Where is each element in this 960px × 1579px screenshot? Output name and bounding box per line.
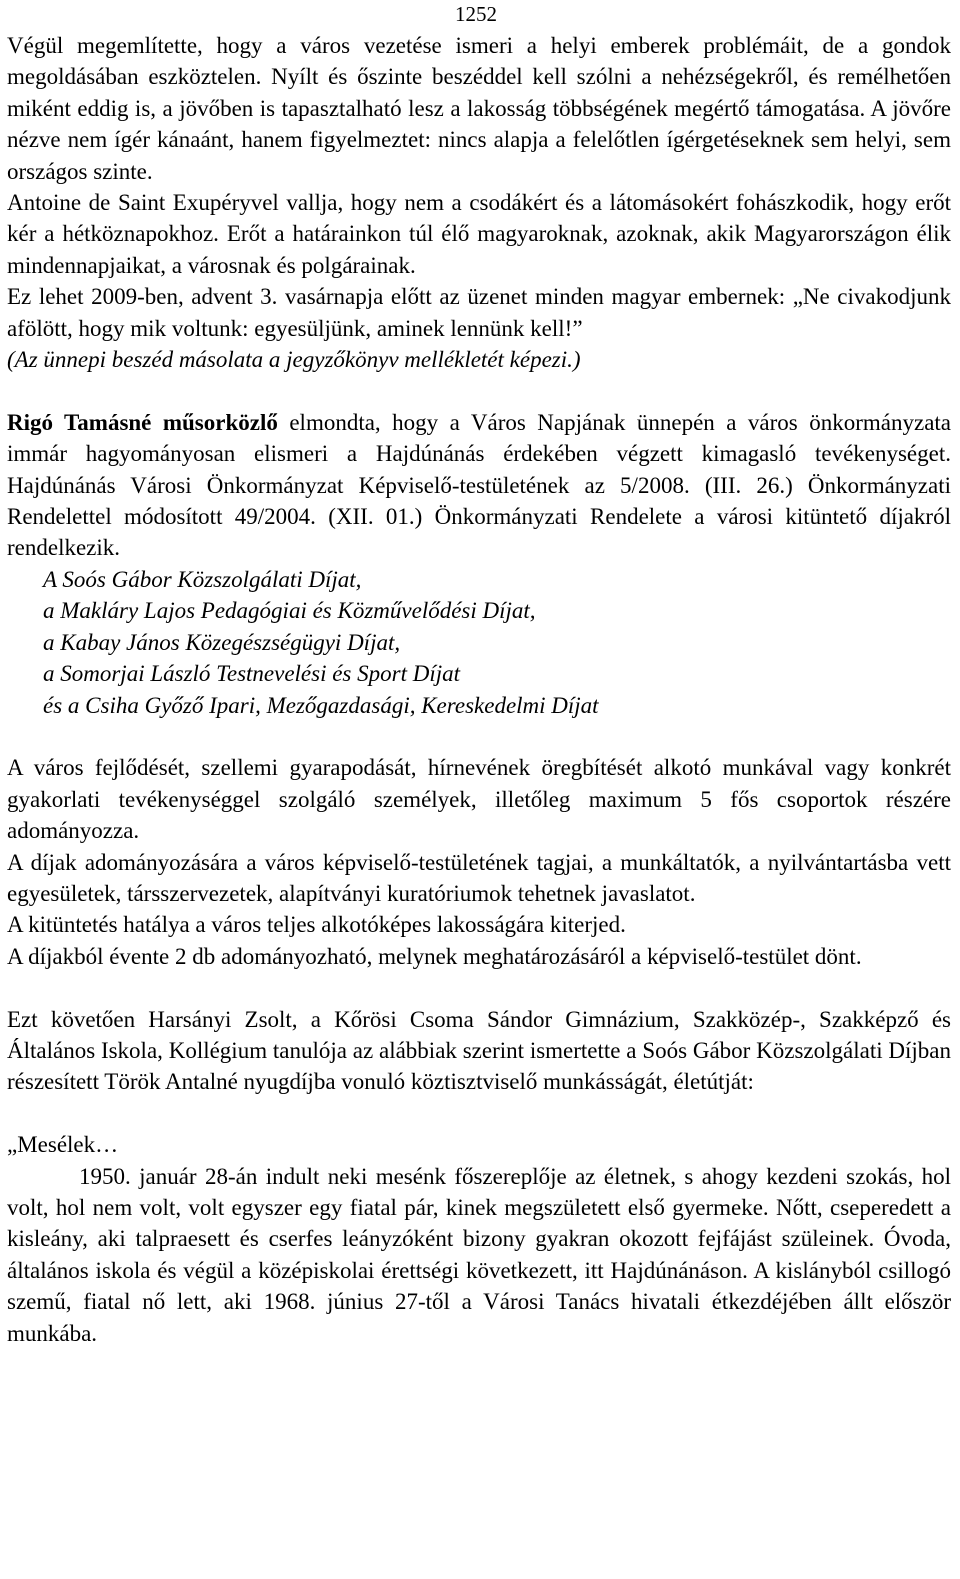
- paragraph: A díjak adományozására a város képviselő-testületének tagjai, a munkáltatók, a nyilvántartásba vett egyesületek, társszervezetek, alapítványi kuratóriumok tehetnek javaslatot.: [7, 849, 951, 906]
- award-item: a Kabay János Közegészségügyi Díjat,: [43, 629, 401, 655]
- page-number: 1252: [455, 2, 497, 26]
- document-body: [7, 30, 951, 1349]
- paragraph: A kitüntetés hatálya a város teljes alkotóképes lakosságára kiterjed.: [7, 912, 626, 938]
- spacer: [7, 375, 951, 406]
- award-item: a Makláry Lajos Pedagógiai és Közművelődési Díjat,: [43, 598, 536, 624]
- paragraph: Végül megemlítette, hogy a város vezetése ismeri a helyi emberek problémáit, de a gondok megoldásában eszköztelen. Nyílt és őszinte beszéddel kell szólni a nehézségekről, és remélhetően miként eddig is, a jövőben is tapasztalható lesz a lakosság többségének megértő támogatása. A jövőre nézve nem ígér kánaánt, hanem figyelmeztet: nincs alapja a felelőtlen ígérgetéseknek sem helyi, sem országos szinte.: [7, 33, 951, 184]
- spacer: [7, 721, 951, 752]
- paragraph: Antoine de Saint Exupéryvel vallja, hogy nem a csodákért és a látomásokért fohászkodik, hogy erőt kér a hétköznapokhoz. Erőt a határainkon túl élő magyaroknak, azoknak, akik Magyarországon élik mindennapjaikat, a városnak és polgárainak.: [7, 190, 951, 278]
- story-title: „Mesélek…: [7, 1132, 119, 1158]
- attachment-note: (Az ünnepi beszéd másolata a jegyzőkönyv mellékletét képezi.): [7, 347, 581, 373]
- award-item: és a Csiha Győző Ipari, Mezőgazdasági, Kereskedelmi Díjat: [43, 692, 599, 718]
- award-item: A Soós Gábor Közszolgálati Díjat,: [43, 566, 362, 592]
- paragraph-text: elmondta, hogy a Város Napjának ünnepén a város önkormányzata immár hagyományosan elismeri a Hajdúnánás érdekében végzett kimagasló tevékenységet. Hajdúnánás Városi Önkormányzat Képviselő-testületének az 5/2008. (III. 26.) Önkormányzati Rendelettel módosított 49/2004. (XII. 01.) Önkormányzati Rendelete a városi kitüntető díjakról rendelkezik.: [7, 409, 951, 561]
- award-item: a Somorjai László Testnevelési és Sport Díjat: [43, 661, 460, 687]
- paragraph: A város fejlődését, szellemi gyarapodását, hírnevének öregbítését alkotó munkával vagy konkrét gyakorlati tevékenységgel szolgáló személyek, illetőleg maximum 5 fős csoportok részére adományozza.: [7, 755, 951, 844]
- paragraph: Ez lehet 2009-ben, advent 3. vasárnapja előtt az üzenet minden magyar embernek: „Ne civakodjunk afölött, hogy mik voltunk: egyesüljünk, aminek lennünk kell!”: [7, 284, 951, 341]
- paragraph: Ezt követően Harsányi Zsolt, a Kőrösi Csoma Sándor Gimnázium, Szakközép-, Szakképző és Általános Iskola, Kollégium tanulója az alábbiak szerint ismertette a Soós Gábor Közszolgálati Díjban részesített Török Antalné nyugdíjba vonuló köztisztviselő munkásságát, életútját:: [7, 1006, 951, 1095]
- paragraph-text: 1950. január 28-án indult neki mesénk főszereplője az életnek, s ahogy kezdeni szokás, hol volt, hol nem volt, volt egyszer egy fiatal pár, kinek megszületett első gyermeke. Nőtt, cseperedett a kisleány, aki talpraesett és cserfes leányzóként bizony gyakran okozott fejfájást szüleinek. Óvoda, általános iskola és végül a középiskolai érettségi következett, itt Hajdúnánáson. A kislányból csillogó szemű, fiatal nő lett, aki 1968. június 27-től a Városi Tanács hivatali étkezdéjében állt először munkába.: [7, 1163, 951, 1346]
- paragraph: A díjakból évente 2 db adományozható, melynek meghatározásáról a képviselő-testület dönt.: [7, 943, 862, 969]
- spacer: [7, 972, 951, 1003]
- spacer: [7, 1098, 951, 1129]
- paragraph: [7, 407, 951, 564]
- speaker-name: Rigó Tamásné műsorközlő: [7, 409, 278, 435]
- paragraph: [7, 1161, 951, 1349]
